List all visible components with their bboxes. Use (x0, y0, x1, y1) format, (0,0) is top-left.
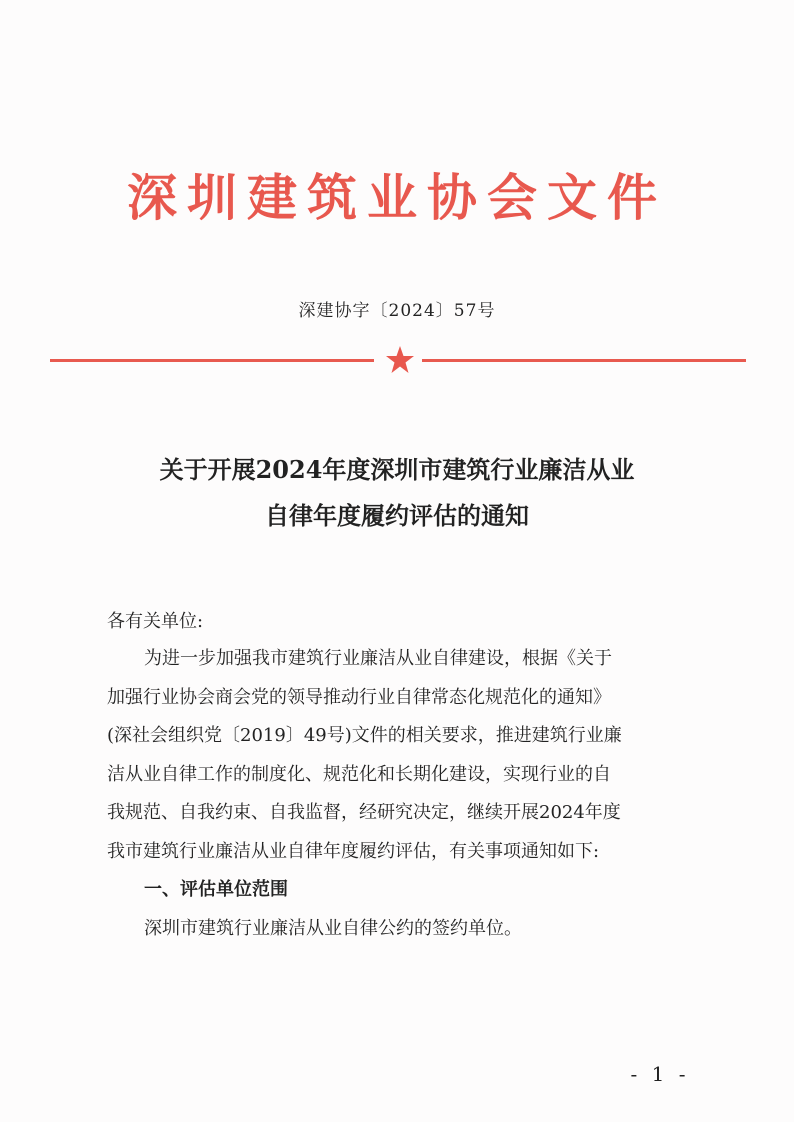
paragraph-line: 洁从业自律工作的制度化、规范化和长期化建设，实现行业的自 (107, 763, 611, 785)
section-text: 深圳市建筑行业廉洁从业自律公约的签约单位。 (144, 917, 522, 939)
divider-rule-right (422, 359, 746, 362)
notice-title (0, 447, 794, 539)
star-icon (385, 345, 415, 375)
section-heading: 一、评估单位范围 (144, 879, 288, 900)
org-title: 深圳建筑业协会文件 (127, 168, 667, 227)
paragraph-line: (深社会组织党〔2019〕49号)文件的相关要求，推进建筑行业廉 (107, 725, 622, 746)
salutation: 各有关单位: (107, 611, 204, 632)
notice-title-line-1: 关于开展2024年度深圳市建筑行业廉洁从业 (159, 455, 635, 484)
paragraph-line: 为进一步加强我市建筑行业廉洁从业自律建设，根据《关于 (144, 648, 612, 669)
divider-rule-left (50, 359, 374, 362)
page-number: - 1 - (630, 1062, 690, 1086)
paragraph-line: 我市建筑行业廉洁从业自律年度履约评估，有关事项通知如下: (107, 840, 600, 862)
body-text (107, 640, 707, 948)
paragraph-line: 加强行业协会商会党的领导推动行业自律常态化规范化的通知》 (107, 686, 611, 708)
notice-title-line-2: 自律年度履约评估的通知 (265, 501, 529, 530)
paragraph-line: 我规范、自我约束、自我监督，经研究决定，继续开展2024年度 (107, 802, 621, 823)
document-number: 深建协字〔2024〕57号 (298, 301, 496, 321)
red-divider (50, 349, 746, 373)
